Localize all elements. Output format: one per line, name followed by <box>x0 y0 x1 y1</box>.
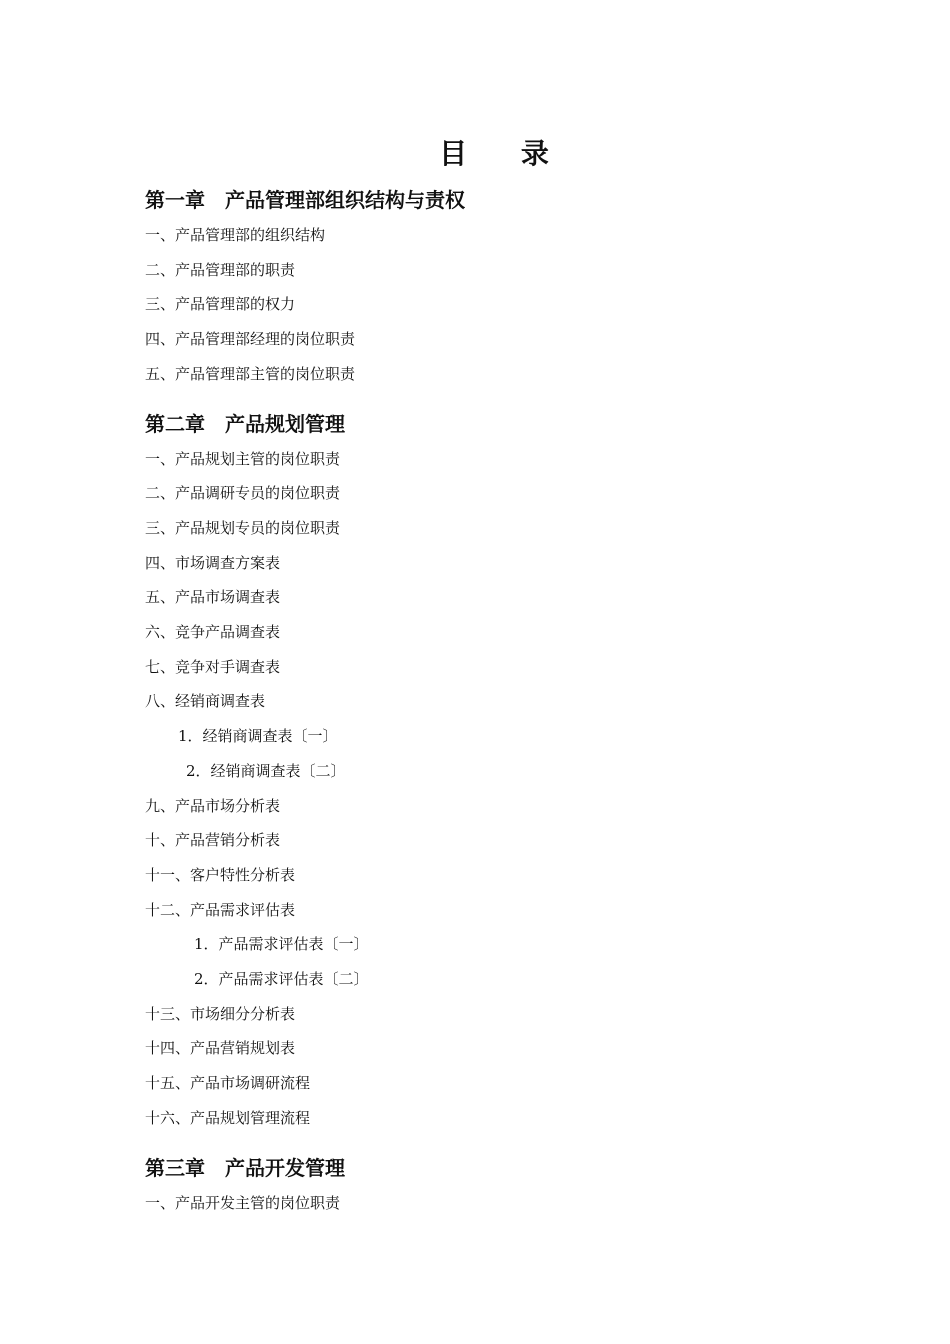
toc-item: 八、经销商调查表 <box>145 692 266 711</box>
chapter-2-heading: 第二章 产品规划管理 <box>145 411 345 436</box>
toc-subitem: 1．经销商调查表〔一〕 <box>178 727 338 746</box>
toc-item: 七、竞争对手调查表 <box>145 657 281 676</box>
chapter-1-heading: 第一章 产品管理部组织结构与责权 <box>145 188 465 212</box>
toc-item: 九、产品市场分析表 <box>145 796 281 815</box>
toc-item: 六、竞争产品调查表 <box>145 623 281 642</box>
toc-item: 十四、产品营销规划表 <box>145 1039 296 1058</box>
toc-item: 一、产品规划主管的岗位职责 <box>145 449 341 468</box>
toc-item: 四、产品管理部经理的岗位职责 <box>145 330 356 349</box>
toc-item: 四、市场调查方案表 <box>145 553 281 572</box>
toc-item: 五、产品管理部主管的岗位职责 <box>145 364 356 383</box>
toc-item: 二、产品管理部的职责 <box>145 260 296 279</box>
chapter-3-heading: 第三章 产品开发管理 <box>145 1155 345 1180</box>
toc-item: 二、产品调研专员的岗位职责 <box>145 484 341 503</box>
toc-item: 十、产品营销分析表 <box>145 831 281 850</box>
toc-subitem: 2．经销商调查表〔二〕 <box>186 761 346 780</box>
toc-item: 十六、产品规划管理流程 <box>145 1108 311 1127</box>
page-title: 目 录 <box>439 137 571 170</box>
toc-item: 一、产品管理部的组织结构 <box>145 226 326 244</box>
toc-item: 三、产品规划专员的岗位职责 <box>145 518 341 537</box>
toc-item: 十一、客户特性分析表 <box>145 865 296 884</box>
toc-subitem: 1．产品需求评估表〔一〕 <box>194 935 369 954</box>
table-of-contents <box>145 182 845 1220</box>
toc-item: 三、产品管理部的权力 <box>145 295 296 314</box>
toc-item: 十五、产品市场调研流程 <box>145 1074 311 1093</box>
toc-item: 十二、产品需求评估表 <box>145 900 296 919</box>
toc-item: 一、产品开发主管的岗位职责 <box>145 1193 341 1212</box>
toc-item: 五、产品市场调查表 <box>145 588 281 607</box>
toc-subitem: 2．产品需求评估表〔二〕 <box>194 970 369 989</box>
toc-item: 十三、市场细分分析表 <box>145 1004 296 1023</box>
